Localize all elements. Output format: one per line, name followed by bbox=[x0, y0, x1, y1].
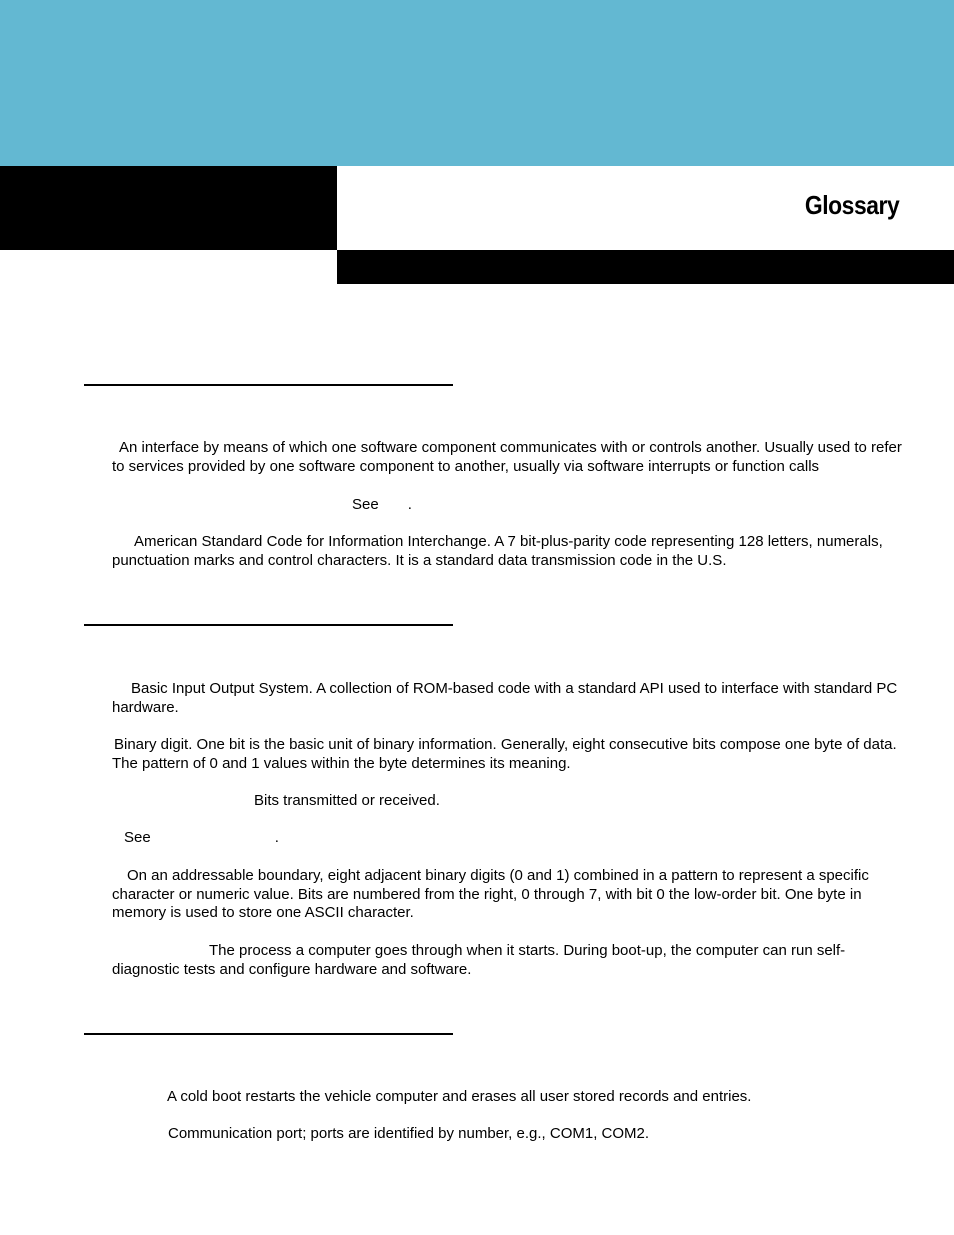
glossary-entry-ascii: American Standard Code for Information Interchange. A 7 bit-plus-parity code representing 128 letters, numerals, punctuation marks and control characters. It is a standard data transmission code in the U.S. bbox=[112, 533, 883, 569]
section-divider bbox=[84, 624, 453, 626]
glossary-entry-see-1: See . bbox=[352, 496, 412, 513]
glossary-entry-byte: On an addressable boundary, eight adjacent binary digits (0 and 1) combined in a pattern to represent a specific character or numeric value. Bits are numbered from the right, 0 through 7, with bit 0 the low-order bit. One byte in memory is used to store one ASCII character. bbox=[112, 867, 869, 922]
glossary-entry-com: Communication port; ports are identified by number, e.g., COM1, COM2. bbox=[168, 1125, 650, 1142]
header-block-right bbox=[337, 250, 954, 284]
glossary-entry-bits-per-second: Bits transmitted or received. bbox=[254, 792, 440, 809]
header-banner bbox=[0, 0, 954, 166]
glossary-entry-see-2: See . bbox=[124, 829, 279, 846]
section-divider bbox=[84, 1033, 453, 1035]
glossary-entry-api: An interface by means of which one software component communicates with or controls another. Usually used to refer to services provided by one software component to another, usually via software interrupts or function calls bbox=[112, 439, 902, 475]
glossary-entry-bit: Binary digit. One bit is the basic unit of binary information. Generally, eight consecutive bits compose one byte of data. The pattern of 0 and 1 values within the byte determines its meaning. bbox=[112, 736, 897, 772]
glossary-entry-cold-boot: A cold boot restarts the vehicle computer and erases all user stored records and entries. bbox=[167, 1088, 752, 1105]
glossary-entry-bios: Basic Input Output System. A collection of ROM-based code with a standard API used to interface with standard PC hardware. bbox=[112, 680, 898, 716]
glossary-entry-boot: The process a computer goes through when it starts. During boot-up, the computer can run self-diagnostic tests and configure hardware and software. bbox=[112, 942, 846, 978]
section-divider bbox=[84, 384, 453, 386]
page-title: Glossary bbox=[804, 190, 899, 220]
header-block-left bbox=[0, 166, 337, 250]
